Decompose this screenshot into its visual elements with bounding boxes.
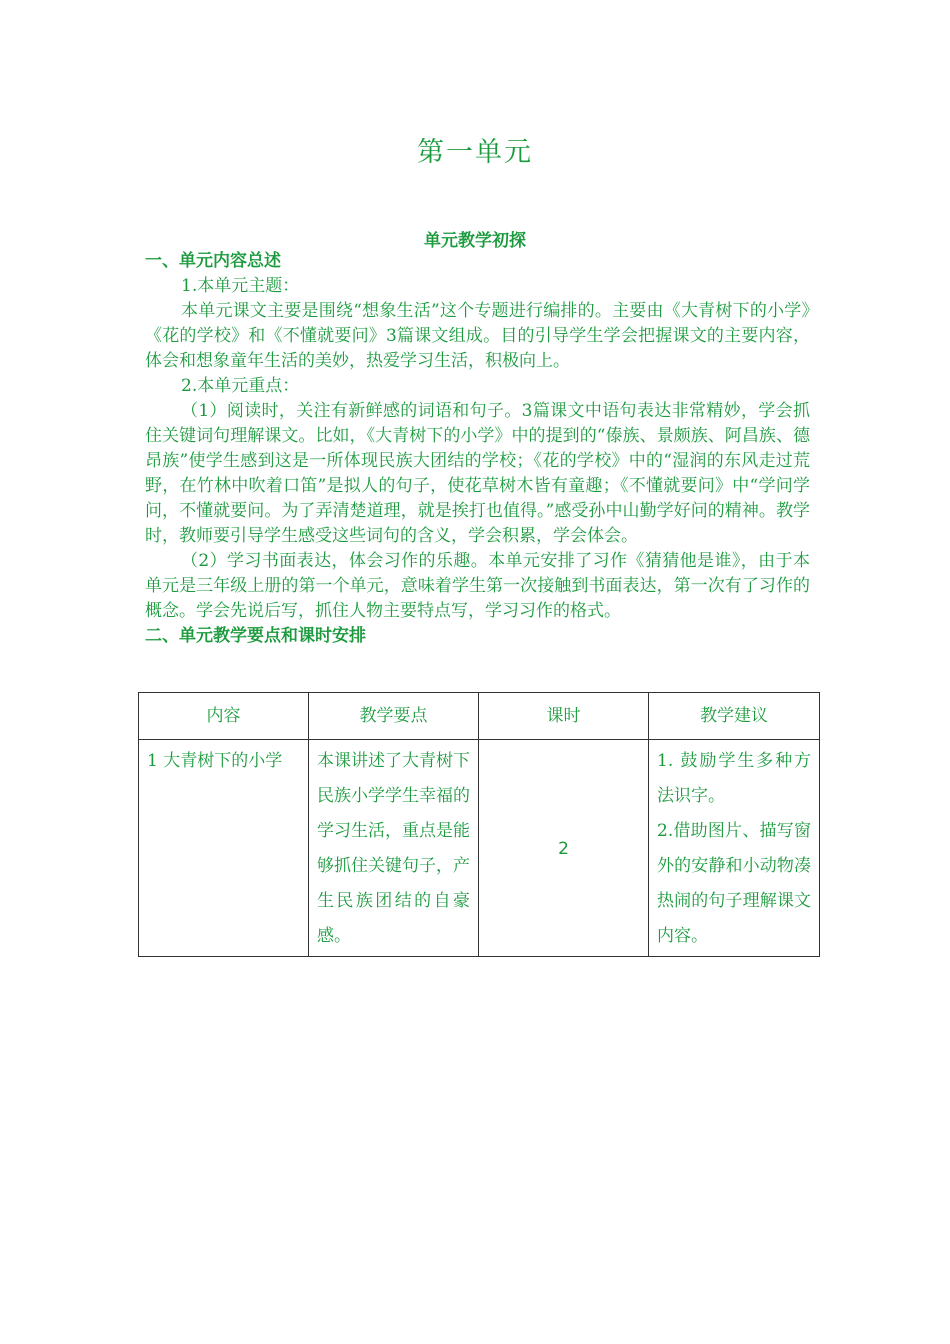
cell-suggestions <box>649 740 820 957</box>
cell-hours: 2 <box>479 740 649 957</box>
table-row <box>139 740 820 957</box>
suggestion-1: 1. 鼓励学生多种方法识字。 <box>657 751 811 806</box>
item1-label: 1.本单元主题： <box>181 276 300 296</box>
header-suggestions: 教学建议 <box>649 693 820 740</box>
header-hours: 课时 <box>479 693 649 740</box>
section1-heading: 一、单元内容总述 <box>145 251 281 271</box>
item2-label: 2.本单元重点： <box>181 376 300 396</box>
subtitle: 单元教学初探 <box>424 231 526 251</box>
point1-text: （1）阅读时，关注有新鲜感的词语和句子。3篇课文中语句表达非常精妙，学会抓住关键词句理解课文。比如，《大青树下的小学》中的提到的“傣族、景颇族、阿昌族、德昂族”使学生感到这是一所体现民族大团结的学校；《花的学校》中的“湿润的东风走过荒野，在竹林中吹着口笛”是拟人的句子，使花草树木皆有童趣；《不懂就要问》中“学问学问，不懂就要问。为了弄清楚道理，就是挨打也值得。”感受孙中山勤学好问的精神。教学时，教师要引导学生感受这些词句的含义，学会积累，学会体会。 <box>145 401 810 546</box>
document-body <box>145 249 810 649</box>
page-title: 第一单元 <box>417 137 533 168</box>
header-points: 教学要点 <box>309 693 479 740</box>
cell-content: 1 大青树下的小学 <box>139 740 309 957</box>
item1-text: 本单元课文主要是围绕“想象生活”这个专题进行编排的。主要由《大青树下的小学》《花的学校》和《不懂就要问》3篇课文组成。目的引导学生学会把握课文的主要内容，体会和想象童年生活的美妙，热爱学习生活，积极向上。 <box>145 301 810 371</box>
point2-text: （2）学习书面表达，体会习作的乐趣。本单元安排了习作《猜猜他是谁》，由于本单元是三年级上册的第一个单元，意味着学生第一次接触到书面表达，第一次有了习作的概念。学会先说后写，抓住人物主要特点写，学习习作的格式。 <box>145 551 810 621</box>
header-content: 内容 <box>139 693 309 740</box>
section2-heading: 二、单元教学要点和课时安排 <box>145 626 366 646</box>
cell-points: 本课讲述了大青树下民族小学学生幸福的学习生活，重点是能够抓住关键句子，产生民族团结的自豪感。 <box>309 740 479 957</box>
lesson-plan-table <box>138 692 820 957</box>
suggestion-2: 2.借助图片、描写窗外的安静和小动物凑热闹的句子理解课文内容。 <box>657 821 811 946</box>
table-header-row <box>139 693 820 740</box>
